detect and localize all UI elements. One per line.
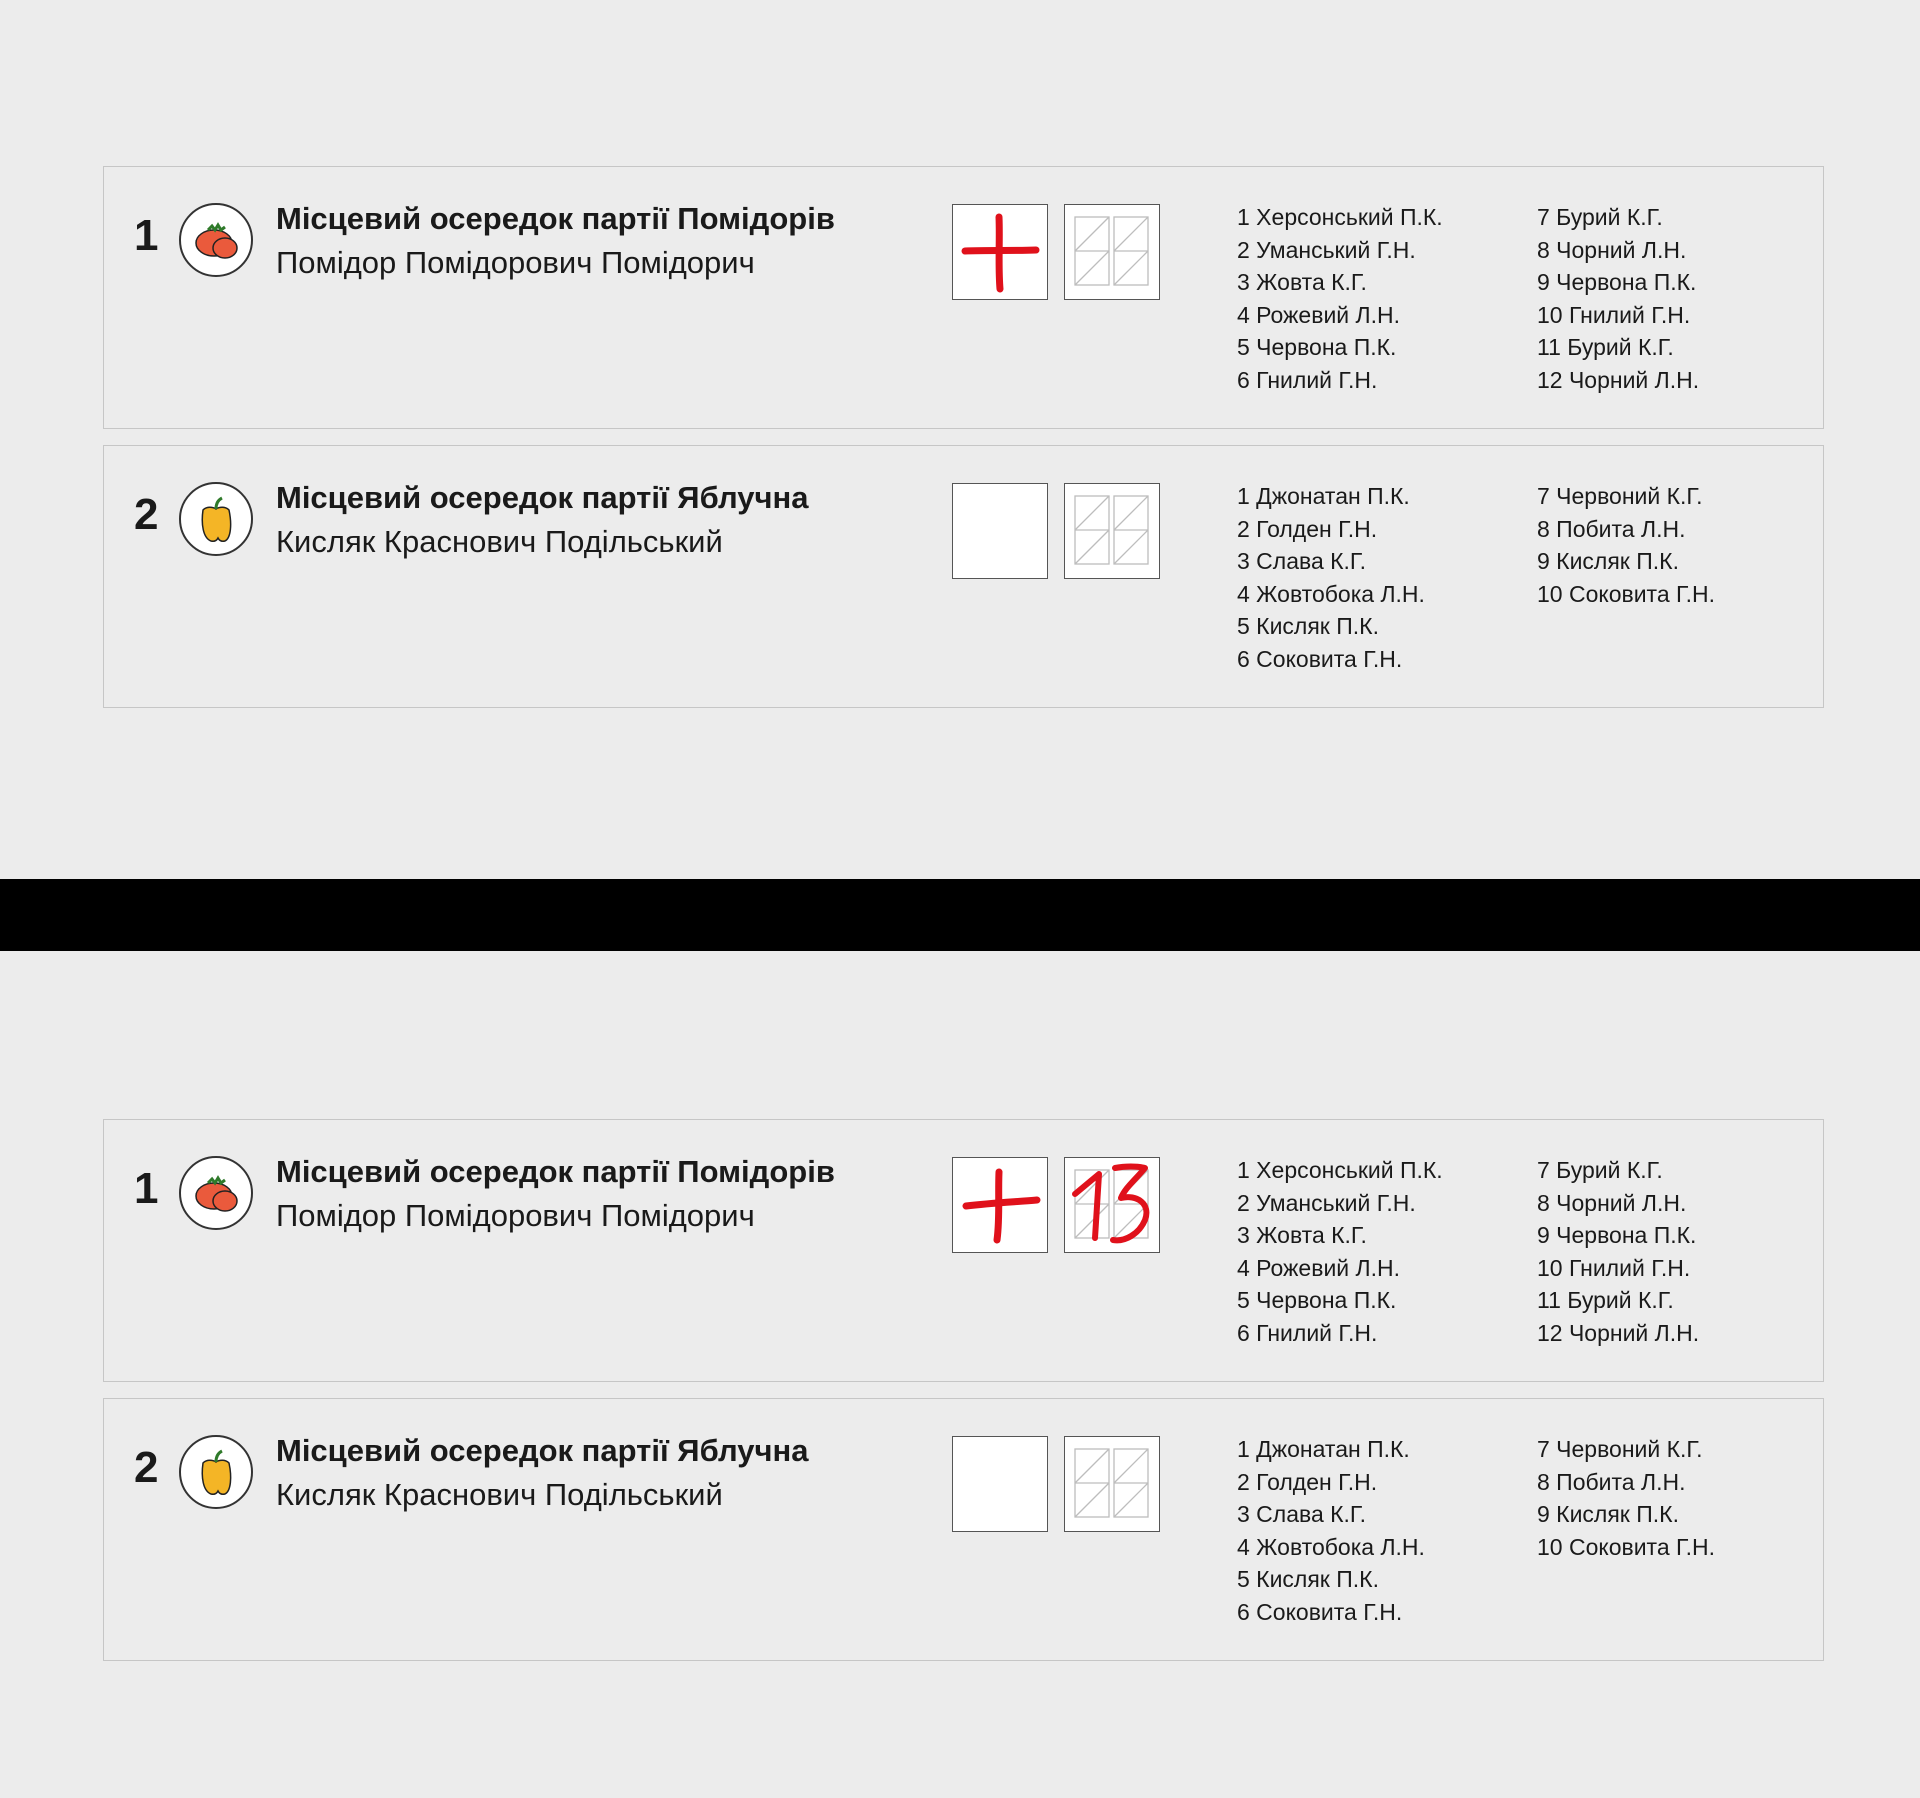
candidate-item: 4 Рожевий Л.Н. xyxy=(1237,1254,1401,1281)
candidate-item: 1 Херсонський П.К. xyxy=(1237,1157,1443,1183)
party-number: 1 xyxy=(134,211,159,260)
candidate-list-left xyxy=(1237,1154,1443,1349)
candidate-list-left xyxy=(1237,1433,1425,1628)
candidate-item: 11 Бурий К.Г. xyxy=(1537,1287,1674,1313)
candidate-item: 6 Соковита Г.Н. xyxy=(1237,1598,1403,1625)
candidate-number-box[interactable] xyxy=(1064,1436,1160,1532)
digit-template xyxy=(1065,205,1158,298)
party-row xyxy=(103,1119,1824,1382)
candidate-item: 1 Джонатан П.К. xyxy=(1237,1436,1410,1462)
candidate-number-box[interactable] xyxy=(1064,1157,1160,1253)
party-row xyxy=(103,1398,1824,1661)
tomato-icon xyxy=(179,203,253,277)
candidate-item: 3 Жовта К.Г. xyxy=(1237,1222,1367,1248)
party-leader: Помідор Помідорович Помідорич xyxy=(276,1198,755,1233)
candidate-item: 4 Жовтобока Л.Н. xyxy=(1237,580,1425,607)
candidate-item: 9 Кисляк П.К. xyxy=(1537,1501,1679,1527)
candidate-item: 4 Рожевий Л.Н. xyxy=(1237,301,1401,328)
vote-box[interactable] xyxy=(952,1157,1048,1253)
candidate-item: 6 Гнилий Г.Н. xyxy=(1237,1319,1378,1346)
digit-template xyxy=(1065,484,1158,577)
vote-mark xyxy=(953,1158,1046,1251)
vote-box[interactable] xyxy=(952,204,1048,300)
party-leader: Кисляк Краснович Подільський xyxy=(276,1477,723,1512)
candidate-list-right xyxy=(1537,201,1699,396)
candidate-item: 6 Соковита Г.Н. xyxy=(1237,645,1403,672)
candidate-item: 1 Джонатан П.К. xyxy=(1237,483,1410,509)
candidate-item: 10 Соковита Г.Н. xyxy=(1537,580,1716,607)
candidate-item: 9 Червона П.К. xyxy=(1537,269,1697,295)
pepper-icon xyxy=(179,482,253,556)
vote-mark xyxy=(953,205,1046,298)
candidate-list-left xyxy=(1237,201,1443,396)
party-name: Місцевий осередок партії Яблучна xyxy=(276,1433,809,1468)
candidate-item: 7 Бурий К.Г. xyxy=(1537,1157,1663,1183)
party-leader: Помідор Помідорович Помідорич xyxy=(276,245,755,280)
candidate-item: 7 Червоний К.Г. xyxy=(1537,1436,1703,1462)
candidate-item: 2 Уманський Г.Н. xyxy=(1237,1189,1416,1216)
candidate-item: 7 Бурий К.Г. xyxy=(1537,204,1663,230)
candidate-number-mark xyxy=(1065,1158,1158,1251)
vote-box[interactable] xyxy=(952,483,1048,579)
candidate-item: 3 Слава К.Г. xyxy=(1237,548,1366,574)
candidate-item: 10 Соковита Г.Н. xyxy=(1537,1533,1716,1560)
party-number: 2 xyxy=(134,1443,159,1492)
divider-band xyxy=(0,879,1920,951)
candidate-item: 2 Голден Г.Н. xyxy=(1237,515,1378,542)
party-name: Місцевий осередок партії Помідорів xyxy=(276,201,835,236)
candidate-item: 3 Жовта К.Г. xyxy=(1237,269,1367,295)
ballot-panel-after xyxy=(0,951,1920,1798)
candidate-item: 12 Чорний Л.Н. xyxy=(1537,1319,1700,1346)
candidate-item: 8 Побита Л.Н. xyxy=(1537,1468,1686,1495)
party-name: Місцевий осередок партії Яблучна xyxy=(276,480,809,515)
candidate-item: 2 Голден Г.Н. xyxy=(1237,1468,1378,1495)
candidate-item: 8 Чорний Л.Н. xyxy=(1537,1189,1687,1216)
candidate-item: 2 Уманський Г.Н. xyxy=(1237,236,1416,263)
candidate-item: 11 Бурий К.Г. xyxy=(1537,334,1674,360)
candidate-item: 1 Херсонський П.К. xyxy=(1237,204,1443,230)
candidate-item: 5 Червона П.К. xyxy=(1237,1287,1397,1313)
party-name: Місцевий осередок партії Помідорів xyxy=(276,1154,835,1189)
party-number: 2 xyxy=(134,490,159,539)
vote-box[interactable] xyxy=(952,1436,1048,1532)
candidate-item: 10 Гнилий Г.Н. xyxy=(1537,301,1691,328)
digit-template xyxy=(1065,1437,1158,1530)
candidate-item: 7 Червоний К.Г. xyxy=(1537,483,1703,509)
candidate-item: 8 Чорний Л.Н. xyxy=(1537,236,1687,263)
candidate-list-right xyxy=(1537,480,1715,610)
candidate-list-left xyxy=(1237,480,1425,675)
candidate-item: 9 Кисляк П.К. xyxy=(1537,548,1679,574)
candidate-item: 3 Слава К.Г. xyxy=(1237,1501,1366,1527)
candidate-list-right xyxy=(1537,1433,1715,1563)
pepper-icon xyxy=(179,1435,253,1509)
candidate-item: 5 Кисляк П.К. xyxy=(1237,613,1379,639)
candidate-item: 4 Жовтобока Л.Н. xyxy=(1237,1533,1425,1560)
candidate-item: 12 Чорний Л.Н. xyxy=(1537,366,1700,393)
party-number: 1 xyxy=(134,1164,159,1213)
party-leader: Кисляк Краснович Подільський xyxy=(276,524,723,559)
candidate-item: 5 Червона П.К. xyxy=(1237,334,1397,360)
candidate-item: 10 Гнилий Г.Н. xyxy=(1537,1254,1691,1281)
candidate-number-box[interactable] xyxy=(1064,204,1160,300)
candidate-list-right xyxy=(1537,1154,1699,1349)
candidate-item: 6 Гнилий Г.Н. xyxy=(1237,366,1378,393)
candidate-item: 5 Кисляк П.К. xyxy=(1237,1566,1379,1592)
candidate-item: 8 Побита Л.Н. xyxy=(1537,515,1686,542)
tomato-icon xyxy=(179,1156,253,1230)
party-row xyxy=(103,445,1824,708)
candidate-number-box[interactable] xyxy=(1064,483,1160,579)
candidate-item: 9 Червона П.К. xyxy=(1537,1222,1697,1248)
party-row xyxy=(103,166,1824,429)
ballot-panel-before xyxy=(0,0,1920,879)
